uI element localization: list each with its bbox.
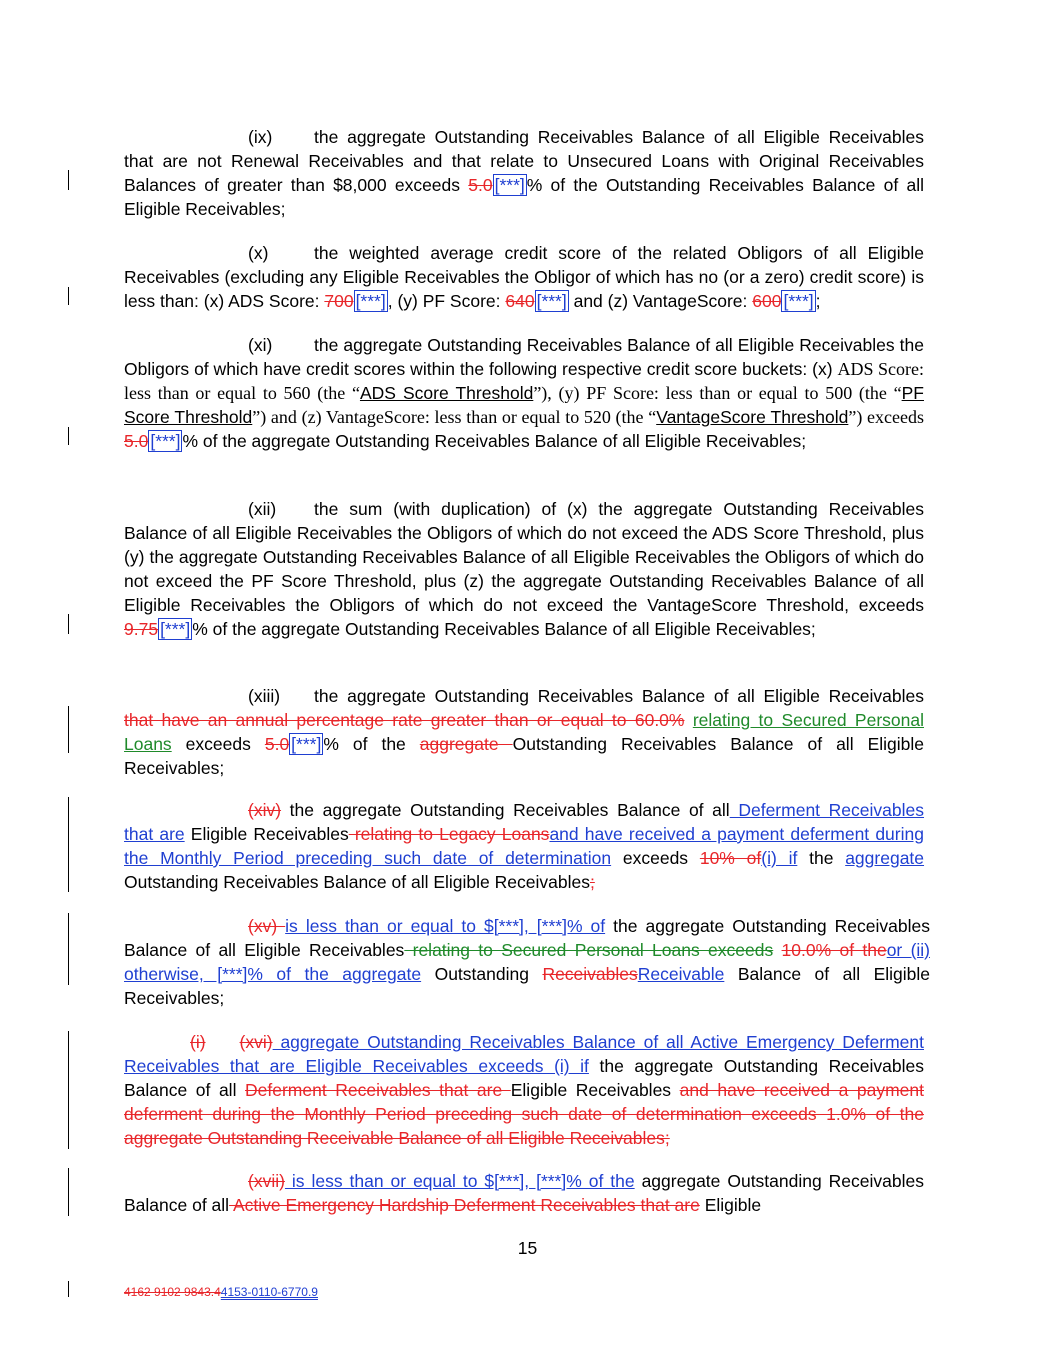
- clause-text: ADS Score: less than or equal to 560 (the “: [124, 359, 924, 403]
- clause-text: the aggregate Outstanding Receivables Balance of all: [281, 800, 730, 820]
- clause-text: the: [797, 848, 846, 868]
- clause-text: , (y) PF Score:: [387, 291, 506, 311]
- defined-term: ADS Score Threshold: [359, 383, 534, 403]
- deleted-text: 10.0% of the: [781, 940, 887, 960]
- defined-term: VantageScore Threshold: [656, 407, 849, 427]
- clause-text: Outstanding: [421, 964, 543, 984]
- deleted-doc-id: 4162 9102 9843.4: [124, 1285, 221, 1299]
- redaction-placeholder: [***]: [150, 431, 181, 451]
- change-bar: [68, 1031, 69, 1149]
- inserted-text: Deferment Receivables that are: [124, 800, 925, 844]
- deleted-clause-number: (i): [190, 1032, 206, 1052]
- deleted-clause-number: (xvii): [248, 1171, 285, 1191]
- clause-ix: [124, 125, 924, 221]
- deleted-text: 5.0: [468, 175, 493, 195]
- change-bar: [68, 706, 69, 753]
- moved-text: relating to Secured Personal Loans: [124, 710, 925, 754]
- change-bar: [68, 287, 69, 305]
- clause-number: (xi): [248, 335, 273, 355]
- redaction-placeholder: [***]: [355, 291, 386, 311]
- change-bar: [68, 797, 69, 892]
- redaction-placeholder: [***]: [494, 175, 525, 195]
- inserted-text: or (ii) otherwise, [***]% of the aggregate: [124, 940, 930, 984]
- deleted-text: 10% of: [699, 848, 762, 868]
- clause-text: the aggregate Outstanding Receivables Balance of all Eligible Receivables the Obligors of which have credit scores within the following respective credit score buckets: (x): [124, 335, 924, 379]
- change-bar: [68, 170, 69, 190]
- clause-text: % of the: [323, 734, 420, 754]
- inserted-text: aggregate: [845, 848, 925, 868]
- change-bar: [68, 913, 69, 985]
- inserted-text: and have received a payment deferment during the Monthly Period preceding such date of determination: [124, 824, 924, 868]
- deleted-text: Deferment Receivables that are: [245, 1080, 511, 1100]
- clause-text: % of the aggregate Outstanding Receivables Balance of all Eligible Receivables;: [182, 431, 807, 451]
- inserted-text: (i) if: [761, 848, 798, 868]
- clause-text: % of the Outstanding Receivables Balance of all Eligible Receivables;: [124, 175, 924, 219]
- change-bar: [68, 1281, 69, 1297]
- deleted-text: aggregate: [419, 734, 513, 754]
- clause-text: ”) exceeds: [848, 407, 924, 427]
- change-bar: [68, 1168, 69, 1216]
- clause-xv: [124, 914, 930, 1010]
- clause-text: the sum (with duplication) of (x) the aggregate Outstanding Receivables Balance of all Eligible Receivables the Obligors of which do not exceed the ADS Score Threshold, plus (y) the aggregate Outstanding Receivables Balance of all Eligible Receivables the Obligors of which do not exceed the PF Score Threshold, plus (z) the aggregate Outstanding Receivables Balance of all Eligible Receivables the Obligors of which do not exceed the VantageScore Threshold, exceeds: [124, 499, 924, 615]
- deleted-clause-number: (xv): [248, 916, 286, 936]
- clause-text: Outstanding Receivables Balance of all Eligible Receivables;: [124, 734, 924, 778]
- change-bar: [68, 427, 69, 445]
- clause-text: the aggregate Outstanding Receivables Balance of all Eligible Receivables: [124, 916, 930, 960]
- clause-number: (xiii): [248, 686, 281, 706]
- clause-text: % of the aggregate Outstanding Receivables Balance of all Eligible Receivables;: [192, 619, 816, 639]
- deleted-text: 9.75: [124, 619, 159, 639]
- deleted-text: ;: [589, 872, 595, 892]
- change-bar: [68, 614, 69, 634]
- deleted-text: Active Emergency Hardship Deferment Receivables that are: [229, 1195, 700, 1215]
- redaction-placeholder: [***]: [783, 291, 814, 311]
- clause-text: the aggregate Outstanding Receivables Balance of all Eligible Receivables: [314, 686, 924, 706]
- inserted-text: aggregate Outstanding Receivables Balance of all Active Emergency Deferment Receivables that are Eligible Receivables exceeds (i) if: [124, 1032, 924, 1076]
- clause-text: exceeds: [171, 734, 265, 754]
- clause-text: the aggregate Outstanding Receivables Balance of all Eligible Receivables that are not Renewal Receivables and that relate to Unsecured Loans with Original Receivables Balances of greater than $8,000 exceeds: [124, 127, 924, 195]
- redaction-placeholder: [***]: [291, 734, 322, 754]
- clause-text: Eligible Receivables: [184, 824, 349, 844]
- document-footer-id: [124, 1285, 318, 1299]
- clause-xiv: [124, 798, 924, 894]
- clause-xvii: [124, 1169, 924, 1217]
- clause-text: ;: [815, 291, 821, 311]
- deleted-clause-number: (xvi): [239, 1032, 273, 1052]
- clause-text: Eligible Receivables: [510, 1080, 680, 1100]
- clause-text: Eligible: [699, 1195, 762, 1215]
- redaction-placeholder: [***]: [160, 619, 191, 639]
- defined-term: PF Score Threshold: [124, 383, 924, 427]
- clause-text: the weighted average credit score of the related Obligors of all Eligible Receivables (excluding any Eligible Receivables the Obligor of which has no (or a zero) credit score) is less than: (x) ADS Score:: [124, 243, 924, 311]
- clause-text: exceeds: [611, 848, 700, 868]
- clause-text: Balance of all Eligible Receivables;: [124, 964, 930, 1008]
- deleted-text: 5.0: [124, 431, 149, 451]
- clause-text: ”), (y) PF Score: less than or equal to 500 (the “: [533, 383, 902, 403]
- deleted-text: 640: [505, 291, 535, 311]
- clause-xvi: [124, 1030, 924, 1150]
- inserted-doc-id: 4153-0110-6770.9: [220, 1285, 318, 1299]
- deleted-text: Receivables: [542, 964, 638, 984]
- clause-xiii: [124, 684, 924, 780]
- inserted-text: Receivable: [637, 964, 725, 984]
- clause-xi: [124, 333, 924, 453]
- clause-number: (xii): [248, 499, 277, 519]
- clause-number: (x): [248, 243, 269, 263]
- deleted-text: that have an annual percentage rate greater than or equal to 60.0%: [124, 710, 685, 730]
- deleted-text: relating to Legacy Loans: [348, 824, 550, 844]
- deleted-text: 700: [324, 291, 354, 311]
- clause-x: [124, 241, 924, 313]
- moved-deleted-text: relating to Secured Personal Loans exceeds: [404, 940, 774, 960]
- deleted-text: 5.0: [264, 734, 290, 754]
- inserted-text: is less than or equal to $[***], [***]% of the: [284, 1171, 635, 1191]
- clause-text: the aggregate Outstanding Receivables Balance of all: [124, 1056, 924, 1100]
- deleted-clause-number: (xiv): [248, 800, 282, 820]
- clause-text: and (z) VantageScore:: [568, 291, 753, 311]
- clause-text: Outstanding Receivables Balance of all Eligible Receivables: [124, 872, 590, 892]
- clause-xii: [124, 497, 924, 641]
- clause-text: ”) and (z) VantageScore: less than or equal to 520 (the “: [252, 407, 657, 427]
- inserted-text: is less than or equal to $[***], [***]% of: [285, 916, 606, 936]
- deleted-text: and have received a payment deferment during the Monthly Period preceding such date of determination exceeds 1.0% of the aggregate Outstanding Receivable Balance of all Eligible Receivables;: [124, 1080, 924, 1148]
- page-number: 15: [517, 1238, 538, 1258]
- redaction-placeholder: [***]: [536, 291, 567, 311]
- deleted-text: 600: [752, 291, 782, 311]
- clause-text: aggregate Outstanding Receivables Balance of all: [124, 1171, 924, 1215]
- clause-number: (ix): [248, 127, 273, 147]
